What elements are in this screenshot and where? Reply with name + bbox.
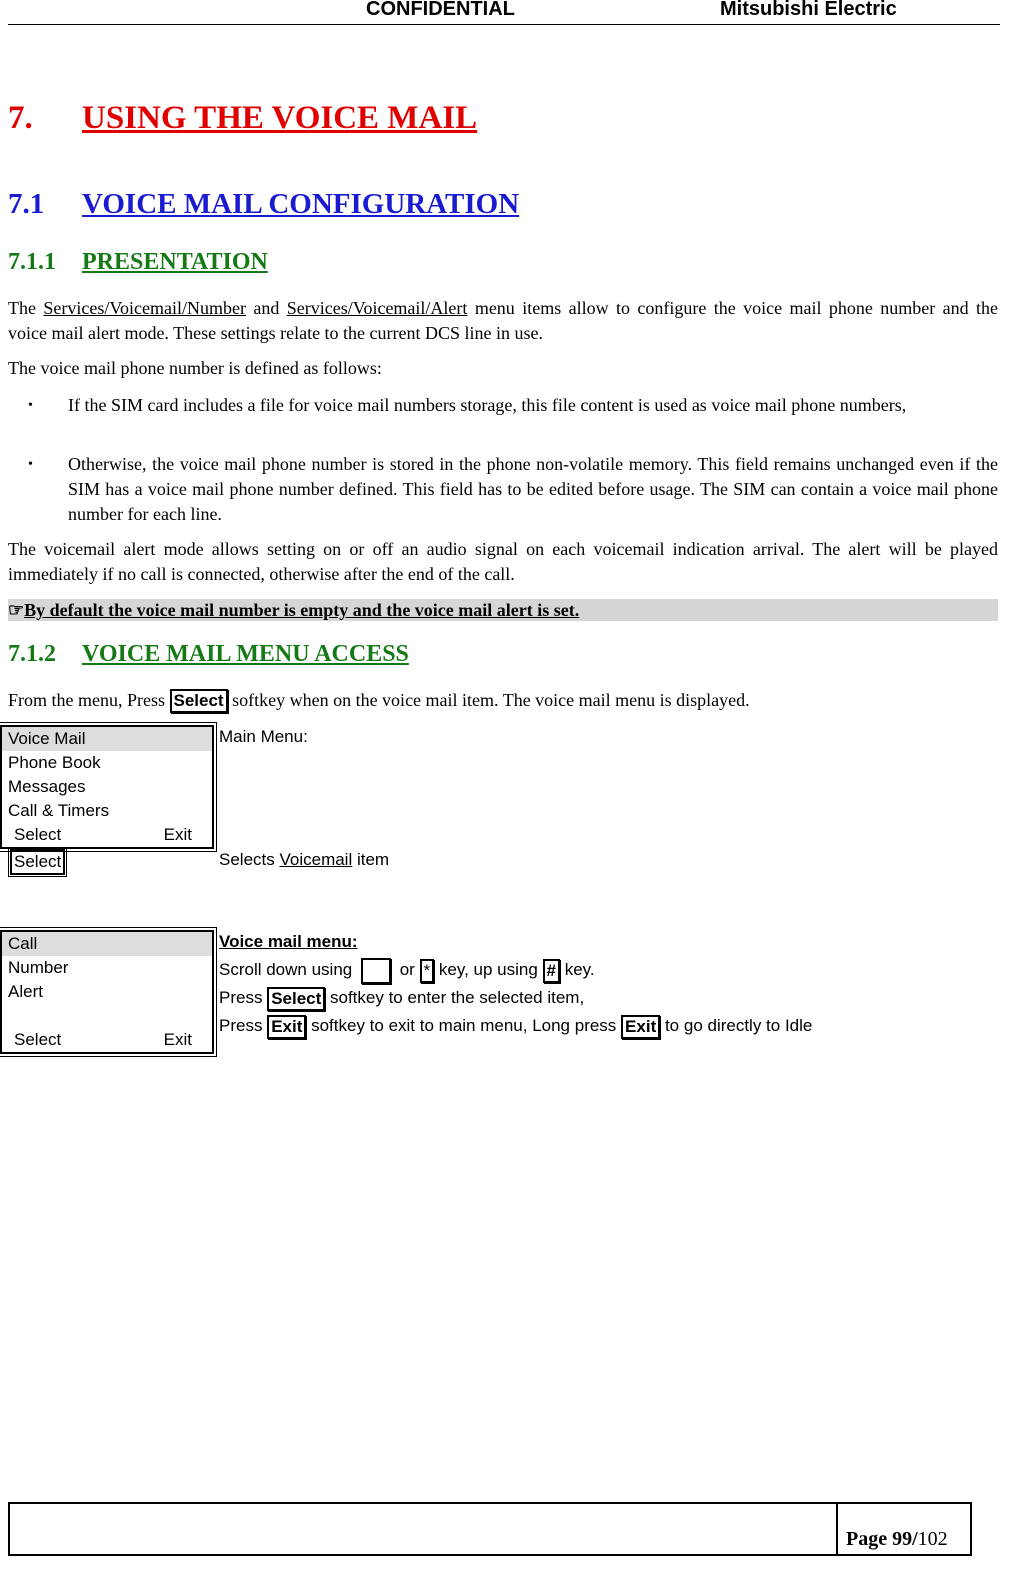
text-run: softkey to exit to main menu, Long press bbox=[306, 1016, 622, 1035]
text-run: menu items allow to configure the voice mail phone number and the voice mail alert mode. These settings relate to the current DCS line in use. bbox=[8, 298, 998, 343]
select-instruction bbox=[219, 984, 812, 1012]
text-run: The bbox=[8, 298, 44, 318]
page-header bbox=[8, 0, 1000, 25]
text-run: softkey when on the voice mail item. The voice mail menu is displayed. bbox=[227, 690, 750, 710]
chapter-title: USING THE VOICE MAIL bbox=[82, 100, 478, 136]
scroll-instruction bbox=[219, 956, 812, 984]
section-heading bbox=[8, 188, 519, 221]
definition-paragraph: The voice mail phone number is defined as follows: bbox=[8, 358, 382, 378]
select-key: Select bbox=[170, 689, 228, 713]
chapter-number: 7. bbox=[8, 100, 33, 136]
menu-item-messages[interactable]: Messages bbox=[8, 777, 86, 796]
menu-path-alert: Services/Voicemail/Alert bbox=[286, 298, 468, 318]
subsection-heading-presentation bbox=[8, 249, 268, 276]
list-item-text: Otherwise, the voice mail phone number is stored in the phone non-volatile memory. This field remains unchanged even if the SIM has a voice mail phone number defined. This field has to be edited before usage. The SIM can contain a voice mail phone number for each line. bbox=[68, 454, 998, 524]
chapter-heading bbox=[8, 100, 477, 137]
exit-instruction bbox=[219, 1012, 812, 1040]
menu-path-number: Services/Voicemail/Number bbox=[43, 298, 247, 318]
page-footer bbox=[8, 1502, 972, 1556]
softkey-bar bbox=[2, 823, 212, 847]
text-run: Press bbox=[219, 988, 268, 1007]
default-note bbox=[8, 599, 998, 621]
page-number bbox=[846, 1528, 948, 1551]
menu-access-paragraph bbox=[8, 688, 998, 713]
subsection-title: VOICE MAIL MENU ACCESS bbox=[82, 641, 409, 667]
text-run: and bbox=[246, 298, 287, 318]
text-run: Press bbox=[219, 1016, 268, 1035]
page-label: Page 99/ bbox=[846, 1528, 918, 1550]
voice-mail-menu-help bbox=[219, 928, 812, 1040]
menu-item-call-timers[interactable]: Call & Timers bbox=[8, 801, 110, 820]
hash-key: # bbox=[543, 959, 560, 983]
page-total: 102 bbox=[917, 1528, 948, 1550]
page-number-cell bbox=[836, 1504, 972, 1554]
menu-item-voice-mail[interactable]: Voice Mail bbox=[2, 727, 212, 751]
section-title: VOICE MAIL CONFIGURATION bbox=[82, 188, 520, 220]
text-run: key. bbox=[559, 960, 595, 979]
subsection-heading-menu-access bbox=[8, 641, 409, 668]
vm-menu-title: Voice mail menu: bbox=[219, 932, 358, 951]
list-item-text: If the SIM card includes a file for voice mail numbers storage, this file content is used as voice mail phone numbers, bbox=[68, 395, 907, 415]
softkey-select[interactable]: Select bbox=[14, 825, 62, 844]
menu-item-number[interactable]: Number bbox=[8, 958, 69, 977]
hand-pointer-icon: ☞ bbox=[8, 600, 25, 620]
bullet-icon: • bbox=[28, 398, 33, 413]
bullet-icon: • bbox=[28, 457, 33, 472]
softkey-select[interactable]: Select bbox=[14, 1030, 62, 1049]
text-run: or bbox=[394, 960, 420, 979]
voice-mail-menu-screen bbox=[0, 930, 214, 1054]
select-key: Select bbox=[267, 987, 325, 1011]
subsection-number: 7.1.2 bbox=[8, 641, 56, 667]
softkey-exit[interactable]: Exit bbox=[163, 1030, 192, 1049]
main-menu-label: Main Menu: bbox=[219, 727, 308, 746]
company-name: Mitsubishi Electric bbox=[720, 0, 897, 20]
select-softkey-box: Select bbox=[10, 849, 65, 875]
select-description bbox=[219, 846, 389, 874]
text-run: Selects bbox=[219, 850, 280, 869]
subsection-number: 7.1.1 bbox=[8, 249, 56, 275]
intro-paragraph bbox=[8, 296, 998, 346]
confidential-label: CONFIDENTIAL bbox=[366, 0, 515, 20]
menu-item-phone-book[interactable]: Phone Book bbox=[8, 753, 101, 772]
text-run: key, up using bbox=[434, 960, 543, 979]
scroll-key-box bbox=[361, 958, 391, 984]
section-number: 7.1 bbox=[8, 188, 45, 220]
main-menu-screen bbox=[0, 725, 214, 849]
alert-paragraph: The voicemail alert mode allows setting on or off an audio signal on each voicemail indication arrival. The alert will be played immediately if no call is connected, otherwise after the end of the call. bbox=[8, 539, 998, 584]
star-key: * bbox=[420, 959, 435, 983]
exit-key: Exit bbox=[267, 1015, 306, 1039]
text-run: Scroll down using bbox=[219, 960, 357, 979]
text-run: softkey to enter the selected item, bbox=[325, 988, 585, 1007]
softkey-exit[interactable]: Exit bbox=[163, 825, 192, 844]
menu-item-alert[interactable]: Alert bbox=[8, 982, 43, 1001]
note-text: By default the voice mail number is empty and the voice mail alert is set. bbox=[24, 600, 580, 620]
menu-item-empty bbox=[2, 1004, 212, 1028]
text-run: item bbox=[352, 850, 390, 869]
menu-item-call[interactable]: Call bbox=[2, 932, 212, 956]
softkey-bar bbox=[2, 1028, 212, 1052]
subsection-title: PRESENTATION bbox=[82, 249, 268, 275]
exit-key-long: Exit bbox=[621, 1015, 660, 1039]
voicemail-item-link: Voicemail bbox=[279, 850, 353, 869]
text-run: From the menu, Press bbox=[8, 690, 170, 710]
text-run: to go directly to Idle bbox=[660, 1016, 813, 1035]
